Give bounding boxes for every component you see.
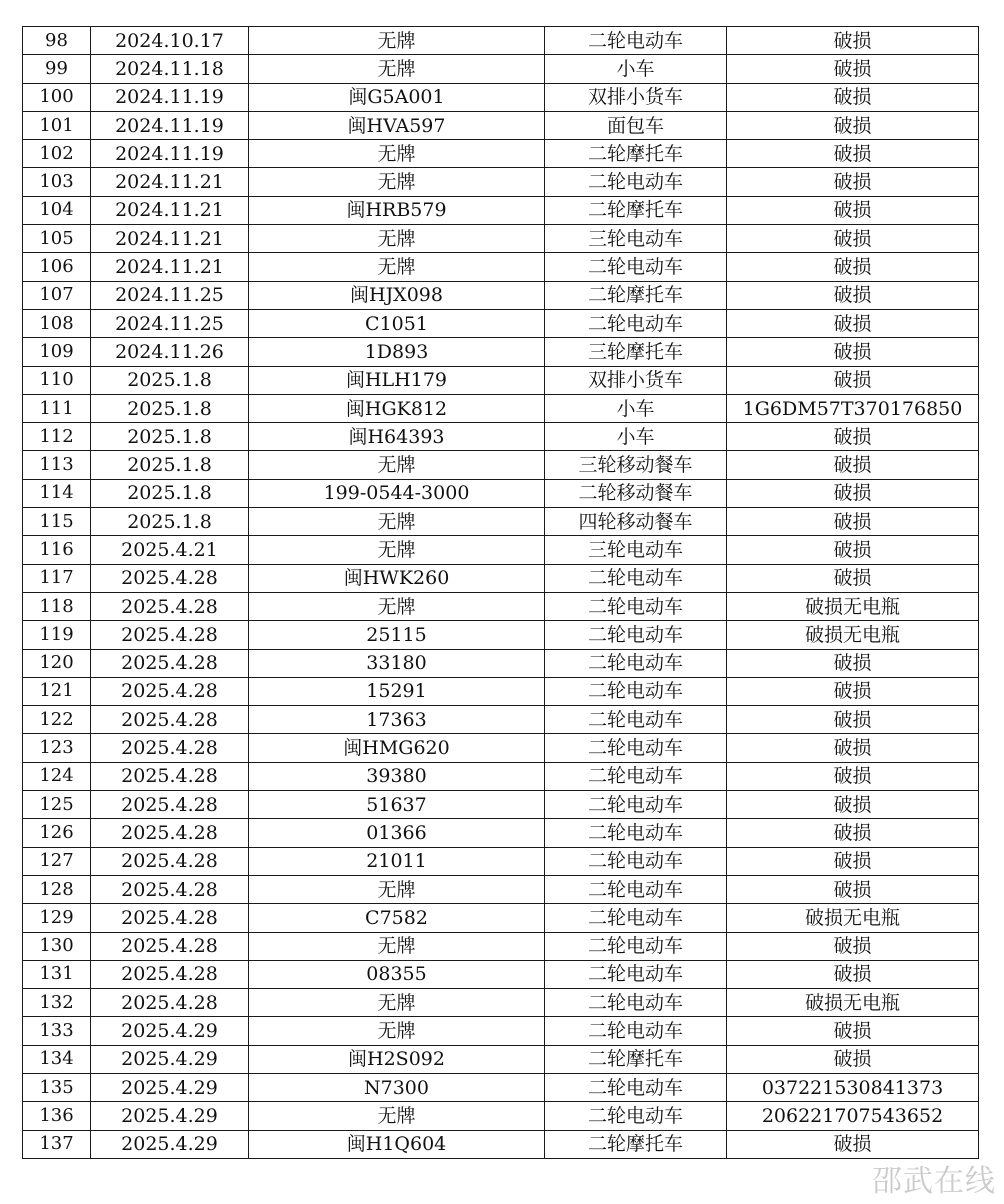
cell-vehicle-type: 二轮电动车 — [545, 847, 727, 875]
cell-date: 2025.4.21 — [91, 536, 249, 564]
cell-plate: 199-0544-3000 — [249, 479, 545, 507]
table-row — [23, 989, 979, 1017]
cell-condition: 破损 — [727, 55, 979, 83]
cell-date: 2025.1.8 — [91, 508, 249, 536]
cell-date: 2025.4.29 — [91, 1017, 249, 1045]
cell-number: 123 — [23, 734, 91, 762]
cell-vehicle-type: 二轮电动车 — [545, 621, 727, 649]
table-row — [23, 281, 979, 309]
cell-vehicle-type: 双排小货车 — [545, 366, 727, 394]
table-row — [23, 677, 979, 705]
table-row — [23, 309, 979, 337]
cell-vehicle-type: 二轮电动车 — [545, 309, 727, 337]
cell-number: 103 — [23, 168, 91, 196]
cell-date: 2025.4.28 — [91, 621, 249, 649]
cell-date: 2024.11.25 — [91, 281, 249, 309]
cell-vehicle-type: 二轮电动车 — [545, 706, 727, 734]
cell-number: 110 — [23, 366, 91, 394]
cell-date: 2025.4.28 — [91, 904, 249, 932]
cell-vehicle-type: 二轮电动车 — [545, 762, 727, 790]
cell-vehicle-type: 二轮电动车 — [545, 253, 727, 281]
table-row — [23, 932, 979, 960]
cell-number: 128 — [23, 875, 91, 903]
table-row — [23, 479, 979, 507]
cell-date: 2025.4.28 — [91, 819, 249, 847]
cell-number: 135 — [23, 1073, 91, 1101]
table-row — [23, 621, 979, 649]
cell-vehicle-type: 四轮移动餐车 — [545, 508, 727, 536]
cell-plate: 无牌 — [249, 225, 545, 253]
table-row — [23, 423, 979, 451]
cell-condition: 破损 — [727, 140, 979, 168]
cell-condition: 破损无电瓶 — [727, 904, 979, 932]
cell-condition: 破损 — [727, 734, 979, 762]
table-row — [23, 111, 979, 139]
table-row — [23, 83, 979, 111]
cell-plate: 闽HGK812 — [249, 394, 545, 422]
cell-plate: 01366 — [249, 819, 545, 847]
cell-condition: 破损 — [727, 225, 979, 253]
cell-number: 122 — [23, 706, 91, 734]
cell-vehicle-type: 二轮摩托车 — [545, 281, 727, 309]
cell-plate: 无牌 — [249, 875, 545, 903]
cell-vehicle-type: 二轮摩托车 — [545, 1045, 727, 1073]
cell-condition: 破损 — [727, 762, 979, 790]
cell-date: 2025.1.8 — [91, 366, 249, 394]
cell-condition: 破损 — [727, 309, 979, 337]
table-row — [23, 960, 979, 988]
table-row — [23, 451, 979, 479]
cell-date: 2024.11.21 — [91, 168, 249, 196]
cell-number: 113 — [23, 451, 91, 479]
cell-vehicle-type: 二轮电动车 — [545, 932, 727, 960]
cell-vehicle-type: 二轮电动车 — [545, 1073, 727, 1101]
cell-date: 2025.4.28 — [91, 791, 249, 819]
cell-vehicle-type: 三轮电动车 — [545, 225, 727, 253]
cell-date: 2024.11.21 — [91, 225, 249, 253]
table-row — [23, 55, 979, 83]
cell-vehicle-type: 二轮电动车 — [545, 168, 727, 196]
cell-condition: 破损 — [727, 677, 979, 705]
table-row — [23, 734, 979, 762]
cell-vehicle-type: 小车 — [545, 423, 727, 451]
cell-number: 104 — [23, 196, 91, 224]
cell-condition: 破损 — [727, 196, 979, 224]
cell-date: 2024.11.19 — [91, 140, 249, 168]
cell-number: 124 — [23, 762, 91, 790]
cell-number: 136 — [23, 1102, 91, 1130]
cell-condition: 破损 — [727, 338, 979, 366]
cell-date: 2025.4.29 — [91, 1102, 249, 1130]
cell-vehicle-type: 二轮摩托车 — [545, 1130, 727, 1158]
cell-vehicle-type: 三轮移动餐车 — [545, 451, 727, 479]
cell-plate: 无牌 — [249, 253, 545, 281]
cell-plate: 1D893 — [249, 338, 545, 366]
cell-condition: 破损 — [727, 451, 979, 479]
cell-vehicle-type: 二轮电动车 — [545, 592, 727, 620]
table-row — [23, 819, 979, 847]
cell-condition: 破损 — [727, 791, 979, 819]
cell-condition: 破损 — [727, 253, 979, 281]
cell-plate: 33180 — [249, 649, 545, 677]
cell-plate: 无牌 — [249, 508, 545, 536]
cell-condition: 破损 — [727, 168, 979, 196]
cell-plate: 08355 — [249, 960, 545, 988]
vehicle-table — [22, 26, 979, 1159]
cell-number: 133 — [23, 1017, 91, 1045]
cell-date: 2025.4.28 — [91, 677, 249, 705]
cell-date: 2025.4.29 — [91, 1130, 249, 1158]
table-row — [23, 253, 979, 281]
cell-condition: 037221530841373 — [727, 1073, 979, 1101]
cell-condition: 破损 — [727, 536, 979, 564]
cell-number: 120 — [23, 649, 91, 677]
cell-vehicle-type: 小车 — [545, 394, 727, 422]
cell-plate: 无牌 — [249, 27, 545, 55]
cell-number: 119 — [23, 621, 91, 649]
cell-vehicle-type: 三轮摩托车 — [545, 338, 727, 366]
cell-plate: 无牌 — [249, 140, 545, 168]
cell-plate: 无牌 — [249, 932, 545, 960]
cell-vehicle-type: 面包车 — [545, 111, 727, 139]
cell-number: 117 — [23, 564, 91, 592]
cell-number: 102 — [23, 140, 91, 168]
cell-date: 2025.4.28 — [91, 564, 249, 592]
cell-number: 101 — [23, 111, 91, 139]
cell-condition: 破损 — [727, 366, 979, 394]
cell-condition: 破损 — [727, 819, 979, 847]
cell-number: 132 — [23, 989, 91, 1017]
cell-number: 137 — [23, 1130, 91, 1158]
cell-plate: 无牌 — [249, 989, 545, 1017]
cell-condition: 破损 — [727, 960, 979, 988]
cell-number: 108 — [23, 309, 91, 337]
cell-date: 2024.10.17 — [91, 27, 249, 55]
cell-number: 129 — [23, 904, 91, 932]
cell-number: 98 — [23, 27, 91, 55]
cell-date: 2025.1.8 — [91, 394, 249, 422]
table-row — [23, 649, 979, 677]
cell-number: 115 — [23, 508, 91, 536]
cell-date: 2025.4.29 — [91, 1073, 249, 1101]
cell-condition: 破损 — [727, 706, 979, 734]
cell-number: 109 — [23, 338, 91, 366]
cell-vehicle-type: 二轮电动车 — [545, 819, 727, 847]
cell-vehicle-type: 双排小货车 — [545, 83, 727, 111]
cell-date: 2024.11.19 — [91, 83, 249, 111]
cell-plate: 闽HWK260 — [249, 564, 545, 592]
cell-vehicle-type: 小车 — [545, 55, 727, 83]
cell-plate: 闽G5A001 — [249, 83, 545, 111]
cell-condition: 破损 — [727, 1130, 979, 1158]
table-row — [23, 592, 979, 620]
cell-number: 131 — [23, 960, 91, 988]
cell-condition: 破损无电瓶 — [727, 989, 979, 1017]
cell-number: 126 — [23, 819, 91, 847]
cell-condition: 破损 — [727, 1017, 979, 1045]
cell-number: 100 — [23, 83, 91, 111]
cell-number: 116 — [23, 536, 91, 564]
cell-number: 127 — [23, 847, 91, 875]
cell-plate: 51637 — [249, 791, 545, 819]
cell-plate: 闽HRB579 — [249, 196, 545, 224]
cell-date: 2024.11.25 — [91, 309, 249, 337]
table-row — [23, 366, 979, 394]
table-row — [23, 762, 979, 790]
cell-vehicle-type: 二轮电动车 — [545, 791, 727, 819]
cell-date: 2025.4.28 — [91, 649, 249, 677]
cell-vehicle-type: 二轮电动车 — [545, 960, 727, 988]
cell-condition: 破损 — [727, 111, 979, 139]
cell-vehicle-type: 二轮电动车 — [545, 649, 727, 677]
cell-date: 2024.11.19 — [91, 111, 249, 139]
table-row — [23, 564, 979, 592]
cell-date: 2025.4.28 — [91, 960, 249, 988]
cell-date: 2024.11.26 — [91, 338, 249, 366]
cell-vehicle-type: 二轮电动车 — [545, 27, 727, 55]
cell-date: 2025.4.28 — [91, 592, 249, 620]
cell-plate: 闽H1Q604 — [249, 1130, 545, 1158]
cell-condition: 破损 — [727, 1045, 979, 1073]
cell-date: 2024.11.21 — [91, 253, 249, 281]
cell-plate: 无牌 — [249, 451, 545, 479]
table-row — [23, 904, 979, 932]
cell-vehicle-type: 三轮电动车 — [545, 536, 727, 564]
cell-plate: C7582 — [249, 904, 545, 932]
table-row — [23, 168, 979, 196]
cell-number: 106 — [23, 253, 91, 281]
table-body — [23, 27, 979, 1159]
table-row — [23, 706, 979, 734]
cell-plate: 闽H2S092 — [249, 1045, 545, 1073]
cell-condition: 破损 — [727, 281, 979, 309]
cell-number: 112 — [23, 423, 91, 451]
table-row — [23, 196, 979, 224]
cell-vehicle-type: 二轮电动车 — [545, 564, 727, 592]
cell-condition: 破损无电瓶 — [727, 592, 979, 620]
cell-number: 105 — [23, 225, 91, 253]
cell-plate: 闽HJX098 — [249, 281, 545, 309]
cell-condition: 1G6DM57T370176850 — [727, 394, 979, 422]
cell-date: 2025.4.28 — [91, 706, 249, 734]
cell-vehicle-type: 二轮摩托车 — [545, 196, 727, 224]
cell-vehicle-type: 二轮电动车 — [545, 677, 727, 705]
cell-number: 118 — [23, 592, 91, 620]
table-row — [23, 1017, 979, 1045]
cell-date: 2024.11.21 — [91, 196, 249, 224]
cell-date: 2025.4.28 — [91, 989, 249, 1017]
cell-plate: 无牌 — [249, 55, 545, 83]
cell-date: 2025.4.29 — [91, 1045, 249, 1073]
cell-plate: 无牌 — [249, 1017, 545, 1045]
cell-vehicle-type: 二轮电动车 — [545, 1102, 727, 1130]
table-row — [23, 1130, 979, 1158]
table-row — [23, 875, 979, 903]
cell-number: 121 — [23, 677, 91, 705]
cell-condition: 206221707543652 — [727, 1102, 979, 1130]
cell-date: 2025.1.8 — [91, 451, 249, 479]
cell-plate: 闽HVA597 — [249, 111, 545, 139]
watermark: 邵武在线 — [872, 1164, 996, 1199]
cell-date: 2025.1.8 — [91, 479, 249, 507]
cell-plate: 无牌 — [249, 592, 545, 620]
cell-vehicle-type: 二轮电动车 — [545, 1017, 727, 1045]
table-row — [23, 1073, 979, 1101]
cell-plate: 闽HLH179 — [249, 366, 545, 394]
cell-vehicle-type: 二轮电动车 — [545, 989, 727, 1017]
cell-date: 2024.11.18 — [91, 55, 249, 83]
cell-date: 2025.1.8 — [91, 423, 249, 451]
table-row — [23, 394, 979, 422]
table-row — [23, 1045, 979, 1073]
cell-condition: 破损无电瓶 — [727, 621, 979, 649]
cell-condition: 破损 — [727, 847, 979, 875]
table-row — [23, 536, 979, 564]
cell-condition: 破损 — [727, 508, 979, 536]
cell-vehicle-type: 二轮电动车 — [545, 904, 727, 932]
cell-condition: 破损 — [727, 932, 979, 960]
cell-condition: 破损 — [727, 479, 979, 507]
cell-plate: N7300 — [249, 1073, 545, 1101]
cell-number: 99 — [23, 55, 91, 83]
table-row — [23, 847, 979, 875]
cell-plate: 无牌 — [249, 536, 545, 564]
cell-date: 2025.4.28 — [91, 734, 249, 762]
cell-plate: 15291 — [249, 677, 545, 705]
cell-number: 130 — [23, 932, 91, 960]
table-row — [23, 27, 979, 55]
cell-vehicle-type: 二轮电动车 — [545, 734, 727, 762]
cell-plate: 21011 — [249, 847, 545, 875]
cell-condition: 破损 — [727, 423, 979, 451]
cell-plate: 闽H64393 — [249, 423, 545, 451]
cell-number: 134 — [23, 1045, 91, 1073]
cell-date: 2025.4.28 — [91, 932, 249, 960]
table-row — [23, 225, 979, 253]
table-row — [23, 338, 979, 366]
cell-vehicle-type: 二轮电动车 — [545, 875, 727, 903]
cell-date: 2025.4.28 — [91, 875, 249, 903]
cell-condition: 破损 — [727, 564, 979, 592]
cell-date: 2025.4.28 — [91, 762, 249, 790]
cell-plate: 39380 — [249, 762, 545, 790]
cell-condition: 破损 — [727, 27, 979, 55]
table-row — [23, 508, 979, 536]
cell-number: 125 — [23, 791, 91, 819]
cell-condition: 破损 — [727, 875, 979, 903]
cell-date: 2025.4.28 — [91, 847, 249, 875]
table-row — [23, 1102, 979, 1130]
cell-plate: C1051 — [249, 309, 545, 337]
cell-plate: 无牌 — [249, 168, 545, 196]
cell-number: 111 — [23, 394, 91, 422]
table-row — [23, 791, 979, 819]
cell-vehicle-type: 二轮摩托车 — [545, 140, 727, 168]
cell-plate: 无牌 — [249, 1102, 545, 1130]
cell-condition: 破损 — [727, 83, 979, 111]
cell-plate: 闽HMG620 — [249, 734, 545, 762]
table-row — [23, 140, 979, 168]
cell-vehicle-type: 二轮移动餐车 — [545, 479, 727, 507]
cell-plate: 25115 — [249, 621, 545, 649]
cell-condition: 破损 — [727, 649, 979, 677]
cell-number: 114 — [23, 479, 91, 507]
cell-number: 107 — [23, 281, 91, 309]
cell-plate: 17363 — [249, 706, 545, 734]
